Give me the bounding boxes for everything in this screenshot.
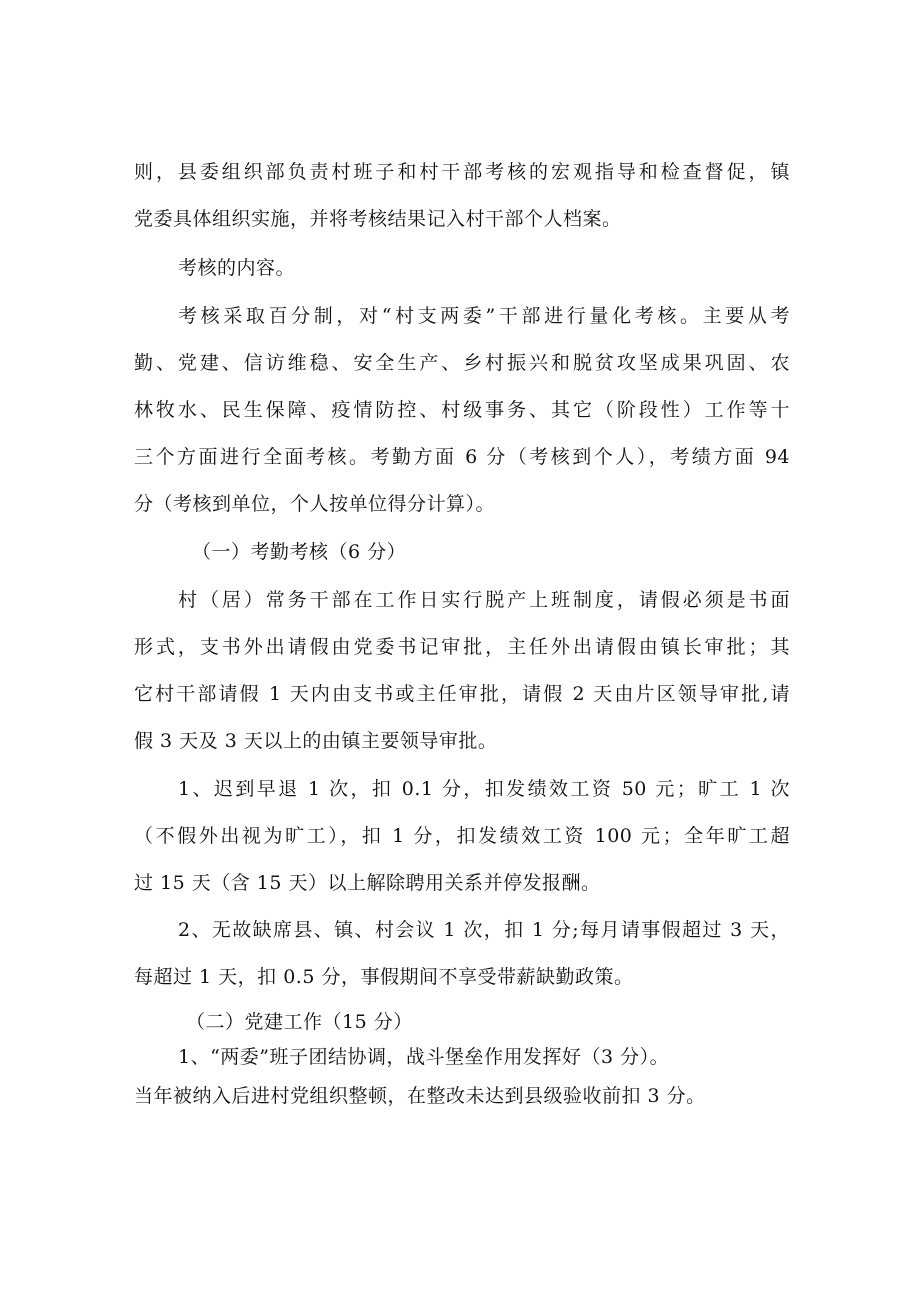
paragraph-line: 分（考核到单位，个人按单位得分计算）。 <box>134 493 496 515</box>
paragraph-line: 村（居）常务干部在工作日实行脱产上班制度，请假必须是书面 <box>178 589 790 611</box>
paragraph-line: 假 3 天及 3 天以上的由镇主要领导审批。 <box>134 730 498 752</box>
paragraph-line: （不假外出视为旷工），扣 1 分，扣发绩效工资 100 元；全年旷工超 <box>134 825 790 847</box>
paragraph-line: 勤、党建、信访维稳、安全生产、乡村振兴和脱贫攻坚成果巩固、农 <box>134 352 790 374</box>
paragraph-line: 2、无故缺席县、镇、村会议 1 次，扣 1 分;每月请事假超过 3 天， <box>178 919 790 941</box>
paragraph-line: 过 15 天（含 15 天）以上解除聘用关系并停发报酬。 <box>134 872 601 894</box>
subsection-heading: （二）党建工作（15 分） <box>186 1011 413 1033</box>
paragraph-line: 林牧水、民生保障、疫情防控、村级事务、其它（阶段性）工作等十 <box>134 399 790 421</box>
section-title: 考核的内容。 <box>178 257 296 279</box>
paragraph-line: 形式，支书外出请假由党委书记审批，主任外出请假由镇长审批；其 <box>134 636 790 658</box>
paragraph-line: 1、“两委”班子团结协调，战斗堡垒作用发挥好（3 分）。 <box>178 1046 670 1068</box>
paragraph-line: 则，县委组织部负责村班子和村干部考核的宏观指导和检查督促，镇 <box>134 161 790 183</box>
paragraph-line: 每超过 1 天，扣 0.5 分，事假期间不享受带薪缺勤政策。 <box>134 966 634 988</box>
paragraph-line: 1、迟到早退 1 次，扣 0.1 分，扣发绩效工资 50 元；旷工 1 次 <box>178 778 790 800</box>
paragraph-line: 三个方面进行全面考核。考勤方面 6 分（考核到个人），考绩方面 94 <box>134 446 790 468</box>
paragraph-line: 它村干部请假 1 天内由支书或主任审批，请假 2 天由片区领导审批,请 <box>134 683 790 705</box>
paragraph-line: 当年被纳入后进村党组织整顿，在整改未达到县级验收前扣 3 分。 <box>134 1085 706 1107</box>
paragraph-line: 党委具体组织实施，并将考核结果记入村干部个人档案。 <box>134 208 622 230</box>
subsection-heading: （一）考勤考核（6 分） <box>192 541 407 563</box>
paragraph-line: 考核采取百分制，对“村支两委”干部进行量化考核。主要从考 <box>178 305 790 327</box>
